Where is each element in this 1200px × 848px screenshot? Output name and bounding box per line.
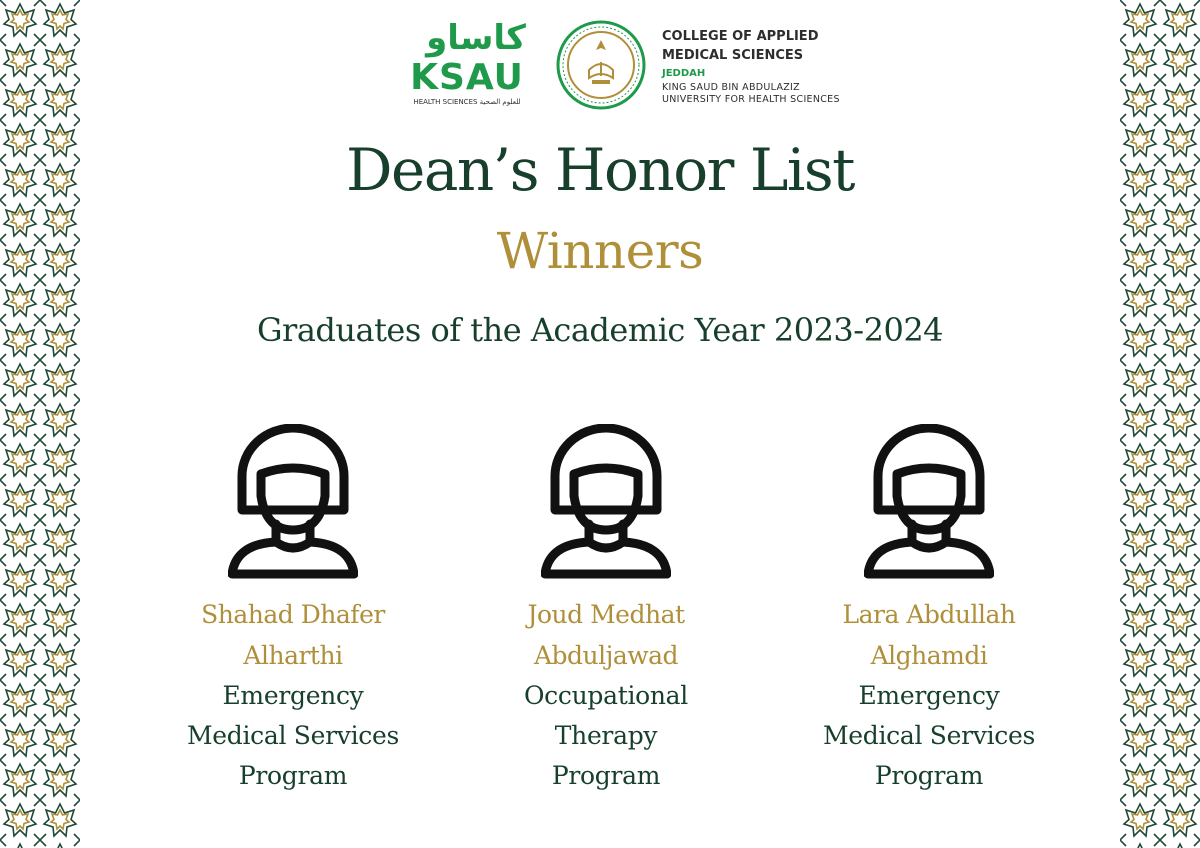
winner-name-line2: Alghamdi (870, 641, 988, 670)
winner-program-line1: Occupational (523, 681, 688, 710)
ksau-logo-abbrev: KSAU (410, 57, 524, 98)
university-name-line1: KING SAUD BIN ABDULAZIZ (662, 82, 800, 93)
winner-card (466, 424, 746, 796)
winner-program (153, 676, 433, 796)
ksau-logo (396, 18, 538, 108)
winner-card (153, 424, 433, 796)
winner-name-line1: Joud Medhat (527, 600, 685, 629)
winner-program-line3: Program (551, 761, 661, 790)
winner-name (466, 594, 746, 676)
page-title: Dean’s Honor List (346, 136, 854, 204)
winner-card (789, 424, 1069, 796)
winner-name-line2: Alharthi (243, 641, 343, 670)
winner-name-line1: Lara Abdullah (842, 600, 1016, 629)
page-subtitle: Winners (496, 222, 704, 280)
college-name-line1: COLLEGE OF APPLIED (662, 29, 819, 44)
winner-program-line2: Medical Services (822, 721, 1036, 750)
university-name-line2: UNIVERSITY FOR HEALTH SCIENCES (662, 94, 840, 105)
college-name-line2: MEDICAL SCIENCES (662, 48, 804, 63)
winner-program-line3: Program (874, 761, 984, 790)
ksau-logo-subtitle: HEALTH SCIENCES للعلوم الصحية (413, 98, 521, 106)
winner-program-line2: Medical Services (186, 721, 400, 750)
right-star-pattern-border (1120, 0, 1200, 848)
female-avatar-icon (541, 424, 671, 580)
winner-program (466, 676, 746, 796)
ksau-logo-arabic: كاساو (426, 18, 526, 58)
left-star-pattern-border (0, 0, 80, 848)
female-avatar-icon (864, 424, 994, 580)
winner-name (153, 594, 433, 676)
winner-program-line2: Therapy (554, 721, 658, 750)
winner-program (789, 676, 1069, 796)
winner-name-line2: Abduljawad (533, 641, 679, 670)
university-seal-icon (556, 20, 646, 110)
winner-program-line1: Emergency (222, 681, 364, 710)
college-name-block (662, 27, 842, 106)
winner-program-line1: Emergency (858, 681, 1000, 710)
winner-name-line1: Shahad Dhafer (201, 600, 385, 629)
female-avatar-icon (228, 424, 358, 580)
winner-program-line3: Program (238, 761, 348, 790)
winner-name (789, 594, 1069, 676)
college-city: JEDDAH (662, 68, 706, 79)
page-description: Graduates of the Academic Year 2023-2024 (256, 311, 944, 349)
